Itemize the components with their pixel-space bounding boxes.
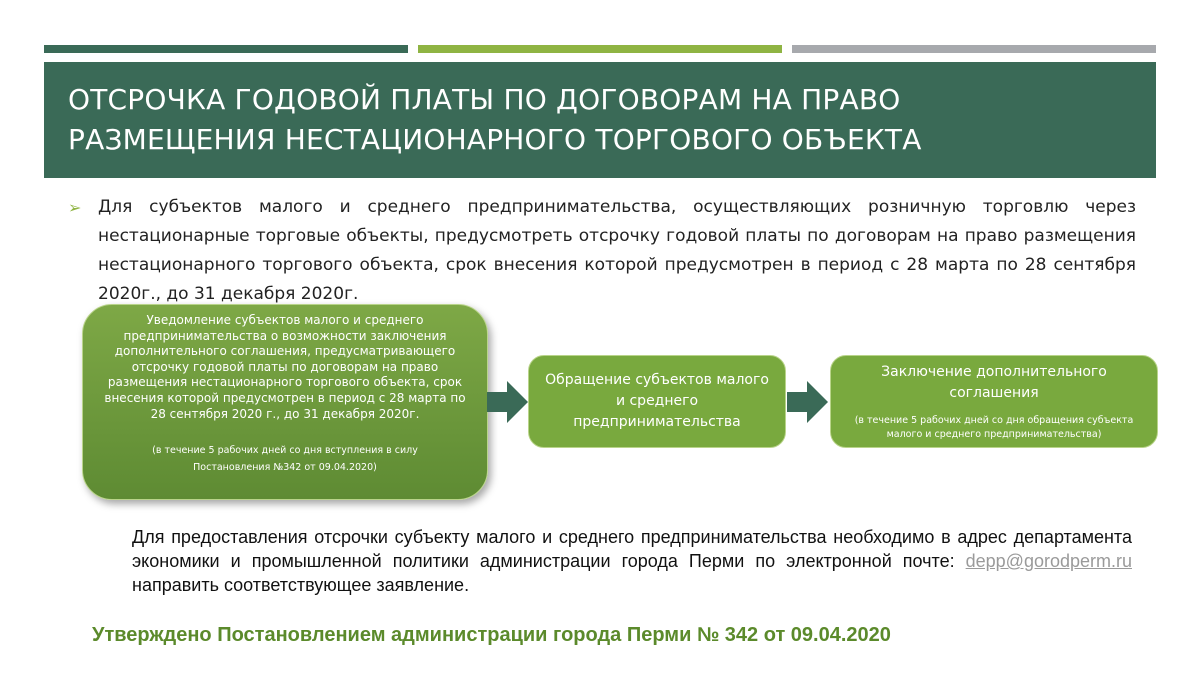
- slide-title: [68, 80, 1156, 160]
- flow-step-notification-note-line1: (в течение 5 рабочих дней со дня вступления в силу: [152, 445, 418, 457]
- flow-step-request-text: Обращение субъектов малого и среднего предпринимательства: [545, 372, 769, 430]
- flow-step-agreement-text: Заключение дополнительного соглашения: [881, 363, 1107, 401]
- flow-step-notification-text: Уведомление субъектов малого и среднего предпринимательства о возможности заключения дополнительного соглашения, предусматривающего отсрочку годовой платы по договорам на право размещения нестационарного торгового объекта, срок внесения которой предусмотрен в период с 28 марта по 28 сентября 2020 г., до 31 декабря 2020г.: [104, 313, 466, 421]
- flow-step-notification-note: [152, 442, 418, 476]
- footer-approval-text: Утверждено Постановлением администрации города Перми № 342 от 09.04.2020: [92, 624, 891, 646]
- top-stripe-gray: [792, 45, 1156, 53]
- flow-step-agreement: [830, 355, 1158, 448]
- top-stripe-dark-green: [44, 45, 408, 53]
- slide-title-line1: ОТСРОЧКА ГОДОВОЙ ПЛАТЫ ПО ДОГОВОРАМ НА ПРАВО: [68, 83, 901, 116]
- flow-arrow-1-icon: [487, 379, 529, 425]
- arrow-bullet-icon: ➢: [68, 198, 82, 217]
- flow-step-notification-note-line2: Постановления №342 от 09.04.2020): [193, 462, 377, 474]
- slide-title-line2: РАЗМЕЩЕНИЯ НЕСТАЦИОНАРНОГО ТОРГОВОГО ОБЪЕКТА: [68, 123, 922, 156]
- contact-text-after: направить соответствующее заявление.: [132, 575, 470, 595]
- flow-step-request: [528, 355, 786, 448]
- flow-arrow-2-icon: [787, 379, 829, 425]
- contact-text-before: Для предоставления отсрочки субъекту малого и среднего предпринимательства необходимо в адрес департамента экономики и промышленной политики администрации города Перми по электронной почте:: [132, 527, 1132, 571]
- flow-step-agreement-note: (в течение 5 рабочих дней со дня обращения субъекта малого и среднего предпринимательства): [854, 414, 1134, 440]
- title-bar: [44, 62, 1156, 178]
- top-stripe-light-green: [418, 45, 782, 53]
- bullet-text: Для субъектов малого и среднего предпринимательства, осуществляющих розничную торговлю через нестационарные торговые объекты, предусмотреть отсрочку годовой платы по договорам на право размещения нестационарного торгового объекта, срок внесения которой предусмотрен в период с 28 марта по 28 сентября 2020г., до 31 декабря 2020г.: [98, 197, 1136, 304]
- email-link[interactable]: depp@gorodperm.ru: [965, 551, 1132, 571]
- bullet-paragraph: [68, 193, 1136, 309]
- contact-paragraph: [132, 525, 1132, 597]
- flow-step-notification: [82, 304, 488, 500]
